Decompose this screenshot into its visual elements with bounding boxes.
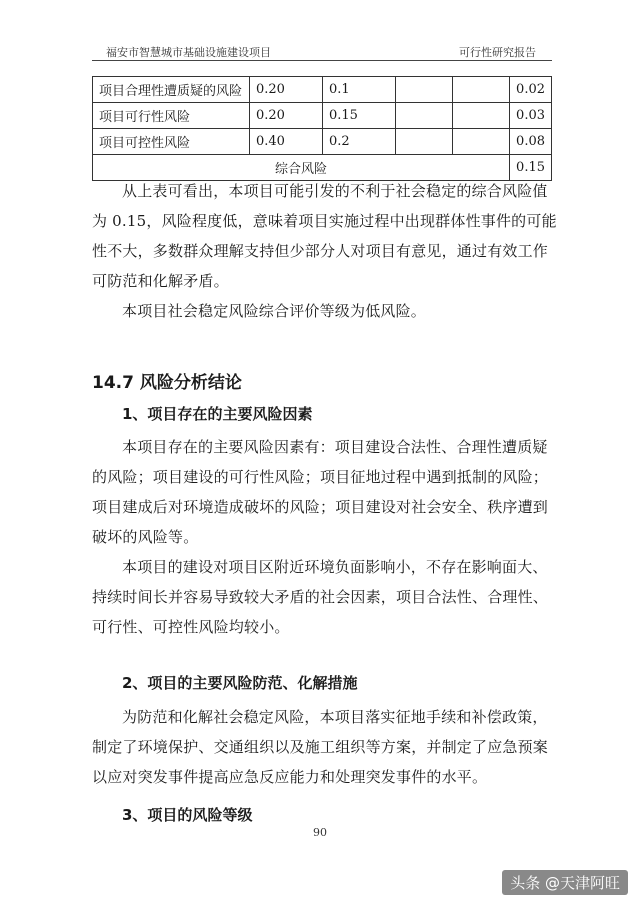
header-report-type: 可行性研究报告 bbox=[459, 46, 536, 59]
risk-result-cell: 0.08 bbox=[510, 129, 552, 155]
risk-result-cell: 0.03 bbox=[510, 103, 552, 129]
page-number: 90 bbox=[313, 826, 327, 839]
risk-value-cell: 0.1 bbox=[323, 77, 396, 103]
table-row bbox=[93, 103, 552, 129]
risk-value-cell: 0.40 bbox=[250, 129, 323, 155]
empty-cell bbox=[396, 77, 453, 103]
table-row bbox=[93, 77, 552, 103]
risk-name-cell: 项目合理性遭质疑的风险 bbox=[93, 77, 250, 103]
watermark: 头条 @天津阿旺 bbox=[502, 870, 628, 895]
page-header bbox=[92, 38, 552, 58]
body-paragraph: 本项目存在的主要风险因素有：项目建设合法性、合理性遭质疑的风险；项目建设的可行性风险；项目征地过程中遇到抵制的风险；项目建成后对环境造成破坏的风险；项目建设对社会安全、秩序遭到破坏的风险等。 bbox=[92, 438, 549, 546]
risk-result-cell: 0.02 bbox=[510, 77, 552, 103]
header-project-title: 福安市智慧城市基础设施建设项目 bbox=[106, 46, 271, 59]
risk-value-cell: 0.15 bbox=[323, 103, 396, 129]
risk-value-cell: 0.20 bbox=[250, 103, 323, 129]
intro-paragraph: 本项目社会稳定风险综合评价等级为低风险。 bbox=[122, 302, 427, 320]
subsection-heading: 2、项目的主要风险防范、化解措施 bbox=[122, 674, 358, 692]
empty-cell bbox=[396, 103, 453, 129]
section-heading: 14.7 风险分析结论 bbox=[92, 373, 242, 393]
risk-factors-section bbox=[92, 432, 560, 642]
header-divider bbox=[92, 60, 552, 61]
risk-table bbox=[92, 76, 552, 181]
risk-name-cell: 项目可控性风险 bbox=[93, 129, 250, 155]
body-paragraph: 本项目的建设对项目区附近环境负面影响小，不存在影响面大、持续时间长并容易导致较大矛盾的社会因素，项目合法性、合理性、可行性、可控性风险均较小。 bbox=[92, 558, 549, 636]
empty-cell bbox=[453, 129, 510, 155]
body-paragraph: 为防范和化解社会稳定风险，本项目落实征地手续和补偿政策，制定了环境保护、交通组织以及施工组织等方案，并制定了应急预案以应对突发事件提高应急反应能力和处理突发事件的水平。 bbox=[92, 708, 549, 786]
subsection-heading: 1、项目存在的主要风险因素 bbox=[122, 405, 313, 423]
intro-paragraph: 从上表可看出，本项目可能引发的不利于社会稳定的综合风险值为 0.15，风险程度低，意味着项目实施过程中出现群体性事件的可能性不大，多数群众理解支持但少部分人对项目有意见，通过有效工作可防范和化解矛盾。 bbox=[92, 182, 557, 290]
empty-cell bbox=[453, 77, 510, 103]
risk-name-cell: 项目可行性风险 bbox=[93, 103, 250, 129]
empty-cell bbox=[396, 129, 453, 155]
subsection-heading: 3、项目的风险等级 bbox=[122, 806, 253, 824]
risk-value-cell: 0.2 bbox=[323, 129, 396, 155]
empty-cell bbox=[453, 103, 510, 129]
mitigation-section bbox=[92, 702, 560, 792]
intro-section bbox=[92, 176, 560, 326]
risk-value-cell: 0.20 bbox=[250, 77, 323, 103]
total-risk-value: 0.15 bbox=[510, 155, 552, 181]
total-risk-label: 综合风险 bbox=[93, 155, 510, 181]
table-row bbox=[93, 129, 552, 155]
